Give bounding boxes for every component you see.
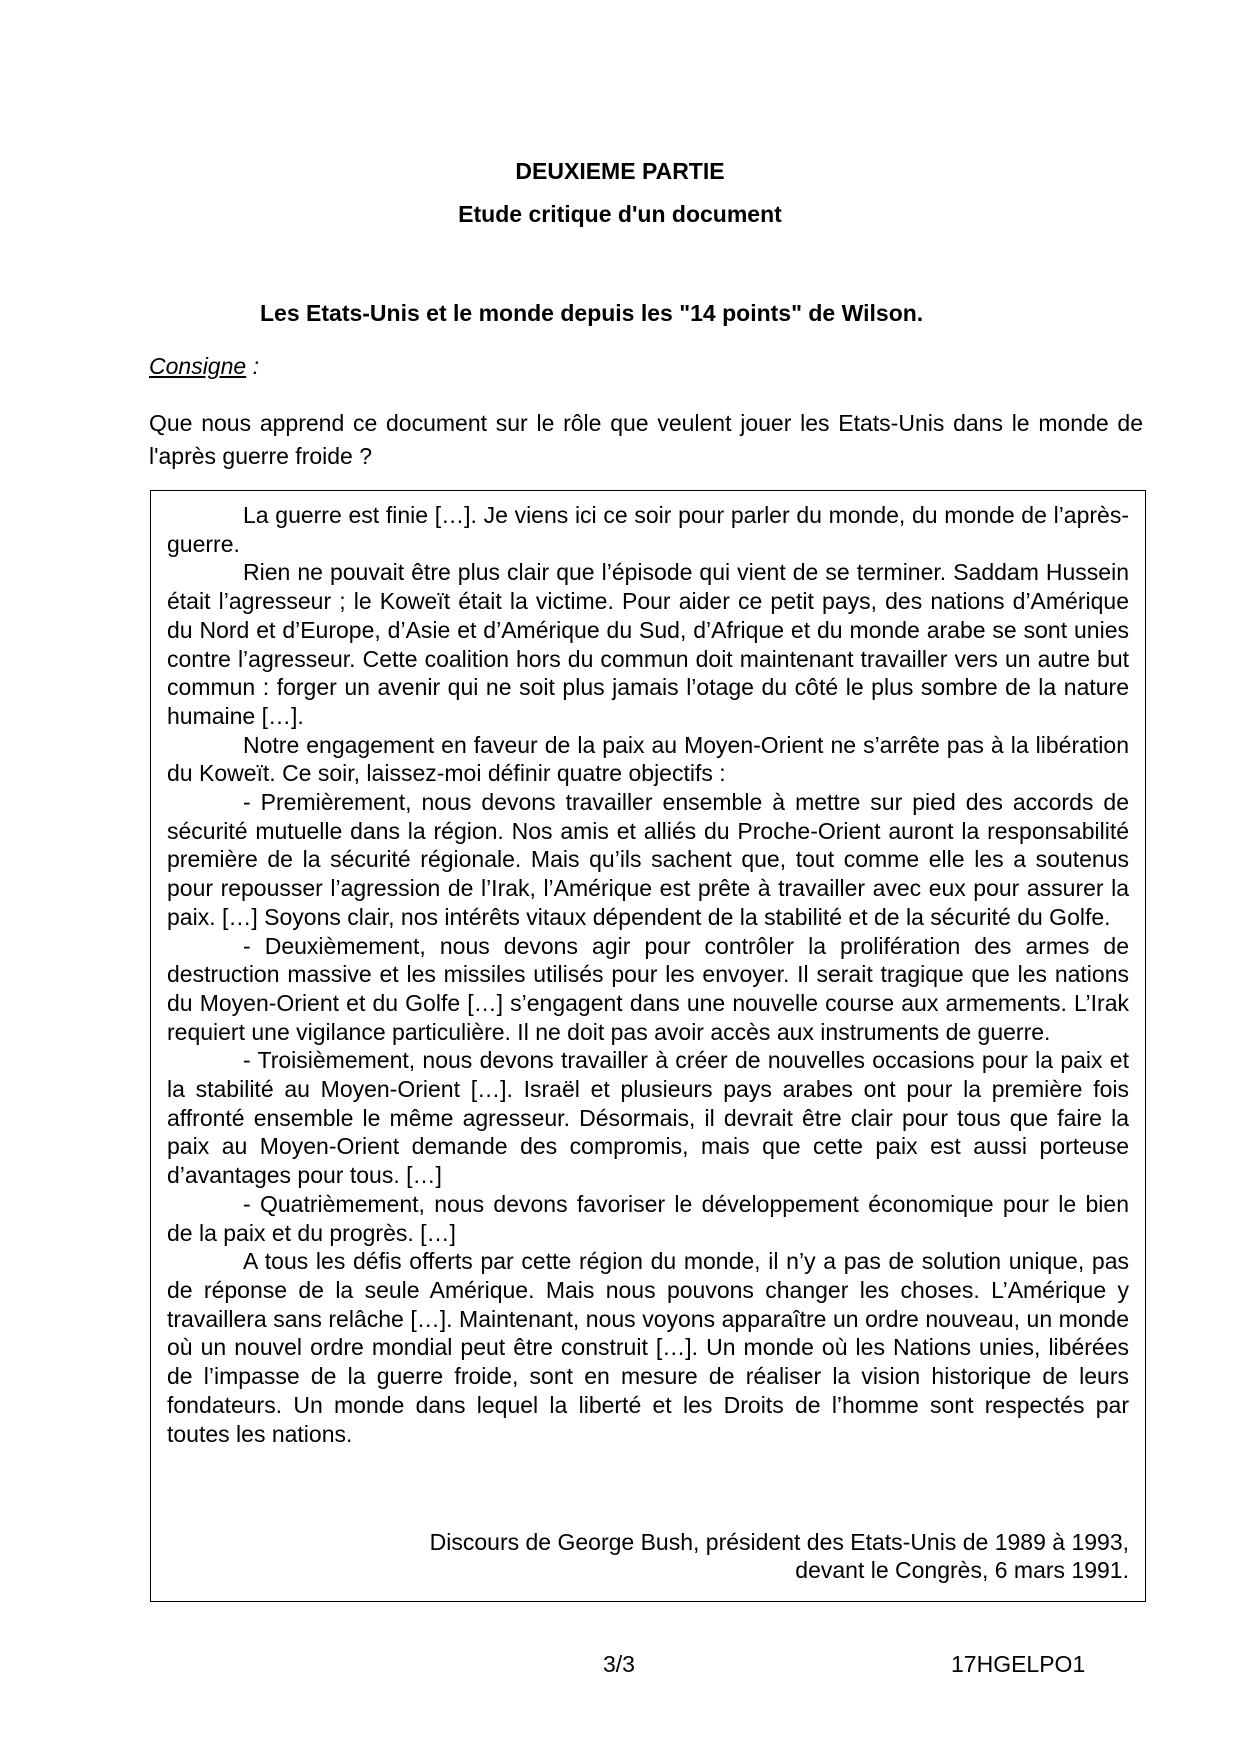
excerpt-paragraph: - Quatrièmement, nous devons favoriser le développement économique pour le bien de la paix et du progrès. […] <box>167 1190 1129 1246</box>
excerpt-source <box>430 1528 1129 1585</box>
page-number: 3/3 <box>603 1651 635 1677</box>
excerpt-paragraph: - Troisièmement, nous devons travailler à créer de nouvelles occasions pour la paix et la stabilité au Moyen-Orient […]. Israël et plusieurs pays arabes ont pour la première fois affronté ensemble le même agresseur. Désormais, il devrait être clair pour tous que faire la paix au Moyen-Orient demande des compromis, mais que cette paix est aussi porteuse d’avantages pour tous. […] <box>167 1047 1129 1189</box>
excerpt-paragraph: La guerre est finie […]. Je viens ici ce soir pour parler du monde, du monde de l’après-guerre. <box>167 502 1129 557</box>
excerpt-paragraph: Rien ne pouvait être plus clair que l’épisode qui vient de se terminer. Saddam Hussein était l’agresseur ; le Koweït était la victime. Pour aider ce petit pays, des nations d’Amérique du Nord et d’Europe, d’Asie et d’Amérique du Sud, d’Afrique et du monde arabe se sont unies contre l’agresseur. Cette coalition hors du commun doit maintenant travailler vers un autre but commun : forger un avenir qui ne soit plus jamais l’otage du côté le plus sombre de la nature humaine […]. <box>167 559 1129 729</box>
excerpt-text <box>167 501 1129 1448</box>
excerpt-paragraph: A tous les défis offerts par cette région du monde, il n’y a pas de solution unique, pas de réponse de la seule Amérique. Mais nous pouvons changer les choses. L’Amérique y travaillera sans relâche […]. Maintenant, nous voyons apparaître un ordre nouveau, un monde où un nouvel ordre mondial peut être construit […]. Un monde où les Nations unies, libérées de l’impasse de la guerre froide, sont en mesure de réaliser la vision historique de leurs fondateurs. Un monde dans lequel la liberté et les Droits de l’homme sont respectés par toutes les nations. <box>167 1248 1129 1447</box>
source-line-2: devant le Congrès, 6 mars 1991. <box>795 1557 1129 1584</box>
consigne-label-text: Consigne <box>149 353 247 379</box>
excerpt-paragraph: - Premièrement, nous devons travailler ensemble à mettre sur pied des accords de sécurité mutuelle dans la région. Nos amis et alliés du Proche-Orient auront la responsabilité première de la sécurité régionale. Mais qu’ils sachent que, tout comme elle les a soutenus pour repousser l’agression de l’Irak, l’Amérique est prête à travailler avec eux pour assurer la paix. […] Soyons clair, nos intérêts vitaux dépendent de la stabilité et de la sécurité du Golfe. <box>167 789 1129 930</box>
document-code: 17HGELPO1 <box>951 1651 1086 1677</box>
excerpt-paragraph: - Deuxièmement, nous devons agir pour contrôler la prolifération des armes de destruction massive et les missiles utilisés pour les envoyer. Il serait tragique que les nations du Moyen-Orient et du Golfe […] s’engagent dans une nouvelle course aux armements. L’Irak requiert une vigilance particulière. Il ne doit pas avoir accès aux instruments de guerre. <box>167 932 1129 1045</box>
document-excerpt-box <box>150 490 1146 1602</box>
excerpt-paragraph: Notre engagement en faveur de la paix au Moyen-Orient ne s’arrête pas à la libération du Koweït. Ce soir, laissez-moi définir quatre objectifs : <box>167 731 1129 787</box>
source-line-1: Discours de George Bush, président des Etats-Unis de 1989 à 1993, <box>429 1528 1129 1555</box>
part-subtitle: Etude critique d'un document <box>458 201 782 227</box>
consigne-label <box>149 353 259 380</box>
consigne-colon: : <box>246 353 259 379</box>
part-title: DEUXIEME PARTIE <box>515 158 725 184</box>
consigne-question: Que nous apprend ce document sur le rôle que veulent jouer les Etats-Unis dans le monde de l'après guerre froide ? <box>149 410 1143 469</box>
document-title: Les Etats-Unis et le monde depuis les "14 points" de Wilson. <box>260 300 924 326</box>
